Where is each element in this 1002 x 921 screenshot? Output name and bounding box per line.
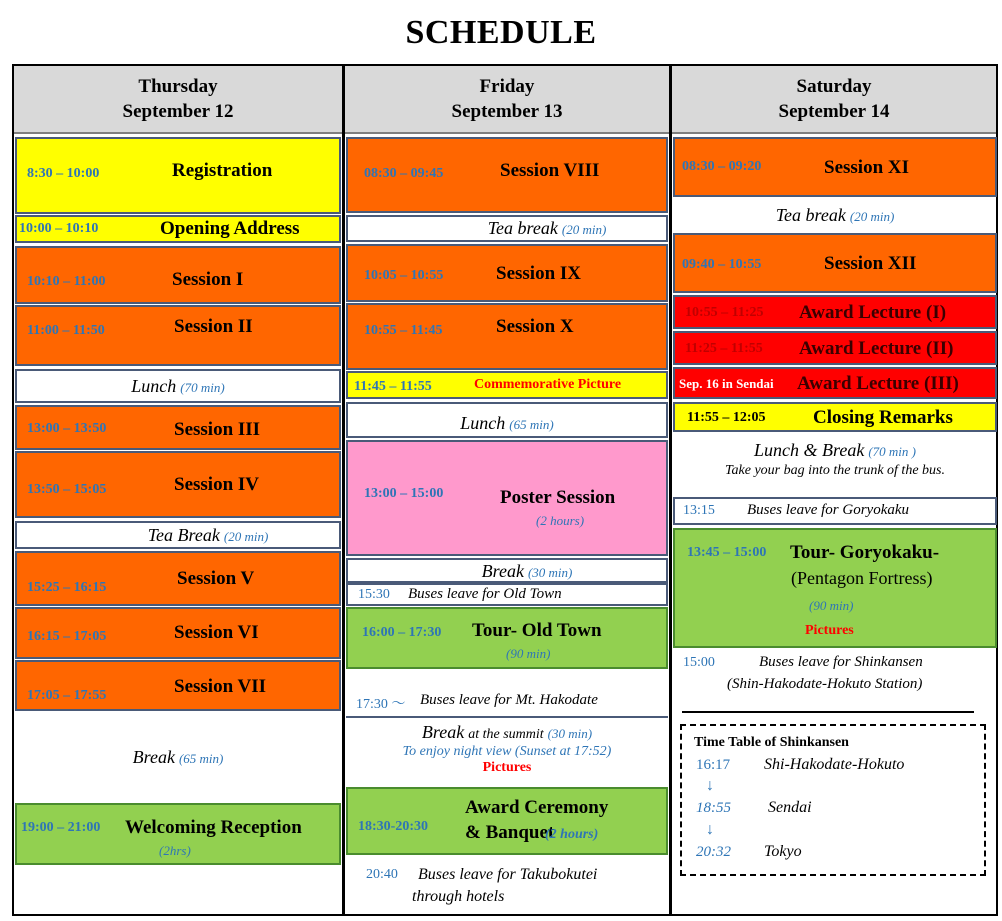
- time: 10:55 – 11:25: [685, 305, 764, 320]
- time: Sep. 16 in Sendai: [679, 376, 774, 391]
- event-name: Opening Address: [160, 218, 300, 239]
- time: 10:10 – 11:00: [27, 274, 106, 289]
- day-date: September 12: [122, 101, 234, 122]
- fri-tea-break: [346, 215, 668, 242]
- time: 09:40 – 10:55: [682, 257, 762, 272]
- time: 16:15 – 17:05: [27, 629, 107, 644]
- duration: (70 min): [180, 380, 225, 395]
- time: 20:40: [366, 867, 398, 882]
- timetable-title: Time Table of Shinkansen: [694, 735, 849, 750]
- event-name: Registration: [172, 160, 273, 181]
- bus-note: (Shin-Hakodate-Hokuto Station): [727, 676, 923, 692]
- time: 16:00 – 17:30: [362, 625, 442, 640]
- stop-time: 18:55: [696, 800, 731, 816]
- day-date: September 14: [778, 101, 890, 122]
- sat-session-12: [673, 233, 997, 293]
- fri-bus-takubokutei: [346, 858, 668, 914]
- time: 18:30-20:30: [358, 819, 428, 834]
- duration: (90 min): [506, 646, 551, 661]
- sat-award-lecture-3: [673, 367, 997, 399]
- event-name: Session II: [174, 316, 253, 337]
- time: 15:25 – 16:15: [27, 580, 107, 595]
- day-name: Friday: [479, 76, 535, 97]
- arrow-down-icon: ↓: [706, 821, 714, 838]
- break-label: Break: [481, 561, 524, 581]
- event-name: Commemorative Picture: [474, 377, 622, 392]
- thu-break: [15, 712, 341, 802]
- arrow-down-icon: ↓: [706, 777, 714, 794]
- bus-note: Buses leave for Takubokutei: [418, 866, 598, 883]
- duration: (90 min): [809, 598, 854, 613]
- duration: (2hrs): [159, 843, 191, 858]
- break-label: Tea Break: [147, 525, 220, 545]
- time: 13:15: [683, 503, 715, 518]
- time: 15:30: [358, 587, 390, 602]
- sat-tea-break: [673, 200, 997, 230]
- fri-session-10: [346, 303, 668, 370]
- break-extra: at the summit: [468, 727, 544, 742]
- column-divider: [342, 66, 345, 916]
- time: 08:30 – 09:20: [682, 159, 762, 174]
- thu-tea-break: [15, 521, 341, 549]
- time: 10:05 – 10:55: [364, 268, 444, 283]
- thu-registration: [15, 137, 341, 214]
- day-name: Thursday: [138, 76, 218, 97]
- bus-note: Buses leave for Goryokaku: [747, 502, 910, 518]
- event-name: Session XI: [824, 157, 909, 178]
- fri-lunch: [346, 402, 668, 438]
- time: 11:45 – 11:55: [354, 379, 432, 394]
- sat-bus-shinkansen: [673, 650, 997, 702]
- sat-bus-goryokaku: [673, 497, 997, 525]
- break-label: Break: [421, 722, 465, 742]
- fri-bus-mt-hakodate: [346, 672, 668, 718]
- break-label: Tea break: [487, 218, 558, 238]
- time: 10:55 – 11:45: [364, 323, 443, 338]
- duration: (70 min ): [868, 444, 916, 459]
- thu-welcoming-reception: [15, 803, 341, 865]
- thu-session-6: [15, 607, 341, 659]
- fri-break-1: [346, 558, 668, 583]
- header-thursday: [14, 66, 342, 134]
- sat-award-lecture-1: [673, 295, 997, 329]
- sat-closing-remarks: [673, 402, 997, 432]
- fri-break-summit: [346, 720, 668, 786]
- thu-session-1: [15, 246, 341, 304]
- time: 13:00 – 15:00: [364, 486, 444, 501]
- event-name: Session VIII: [500, 160, 600, 181]
- event-name: Session VI: [174, 622, 259, 643]
- break-label: Lunch: [460, 413, 506, 433]
- fri-commemorative-picture: [346, 371, 668, 399]
- thu-session-2: [15, 305, 341, 366]
- time: 17:05 – 17:55: [27, 688, 107, 703]
- duration: (20 min): [849, 209, 895, 224]
- duration: (65 min): [178, 751, 224, 766]
- sat-award-lecture-2: [673, 331, 997, 365]
- event-name: Closing Remarks: [813, 407, 953, 428]
- event-name: Poster Session: [500, 487, 616, 508]
- shinkansen-timetable: [680, 724, 986, 876]
- time: 17:30 〜: [356, 697, 406, 712]
- thu-session-4: [15, 451, 341, 518]
- time: 13:00 – 13:50: [27, 421, 107, 436]
- sat-session-11: [673, 137, 997, 197]
- stop-station: Tokyo: [764, 843, 802, 860]
- event-name: Session V: [177, 568, 255, 589]
- time: 11:25 – 11:55: [685, 341, 763, 356]
- event-name: Session I: [172, 269, 244, 290]
- stop-station: Shi-Hakodate-Hokuto: [764, 756, 905, 773]
- duration: (20 min): [223, 529, 269, 544]
- event-name: Award Ceremony: [465, 797, 609, 818]
- bus-note: through hotels: [412, 888, 505, 905]
- day-name: Saturday: [796, 76, 872, 97]
- time: 15:00: [683, 655, 715, 670]
- time: 08:30 – 09:45: [364, 166, 444, 181]
- day-date: September 13: [451, 101, 563, 122]
- break-label: Tea break: [775, 205, 846, 225]
- time: 13:50 – 15:05: [27, 482, 107, 497]
- event-name: & Banquet: [465, 822, 555, 843]
- break-label: Break: [132, 747, 175, 767]
- thu-lunch: [15, 369, 341, 403]
- header-saturday: [672, 66, 996, 134]
- duration: (30 min): [527, 565, 573, 580]
- event-name: Award Lecture (II): [799, 338, 954, 359]
- fri-tour-old-town: [346, 607, 668, 669]
- fri-bus-old-town: [346, 583, 668, 606]
- bus-note: Buses leave for Old Town: [408, 586, 562, 602]
- time: 13:45 – 15:00: [687, 545, 767, 560]
- event-name: Session X: [496, 316, 574, 337]
- thu-session-7: [15, 660, 341, 711]
- fri-session-8: [346, 137, 668, 213]
- thu-session-3: [15, 405, 341, 450]
- time: 11:00 – 11:50: [27, 323, 105, 338]
- event-name: Welcoming Reception: [125, 817, 302, 838]
- event-name: Award Lecture (I): [799, 302, 947, 323]
- time: 8:30 – 10:00: [27, 166, 100, 181]
- thu-session-5: [15, 551, 341, 606]
- pictures-label: Pictures: [805, 623, 854, 638]
- fri-poster-session: [346, 440, 668, 556]
- event-name: Session IV: [174, 474, 259, 495]
- duration: (2 hours): [536, 513, 585, 528]
- event-name: Session III: [174, 419, 261, 440]
- sat-lunch-break: [673, 436, 997, 496]
- column-divider: [669, 66, 672, 916]
- event-name: Tour- Old Town: [472, 620, 602, 641]
- header-friday: [345, 66, 669, 134]
- break-note: To enjoy night view (Sunset at 17:52): [402, 744, 612, 759]
- divider-line: [682, 711, 974, 713]
- schedule-title: SCHEDULE: [405, 14, 597, 51]
- lunch-note: Take your bag into the trunk of the bus.: [725, 463, 945, 478]
- stop-time: 16:17: [696, 757, 731, 773]
- time: 11:55 – 12:05: [687, 410, 766, 425]
- event-name: Session XII: [824, 253, 917, 274]
- break-label: Lunch & Break: [754, 440, 865, 460]
- event-name: Session IX: [496, 263, 581, 284]
- duration: (65 min): [509, 417, 554, 432]
- duration: (30 min): [547, 726, 593, 741]
- bus-note: Buses leave for Mt. Hakodate: [420, 692, 598, 708]
- stop-time: 20:32: [696, 844, 731, 860]
- stop-station: Sendai: [768, 799, 812, 816]
- thu-opening: [15, 215, 341, 243]
- event-subtitle: (Pentagon Fortress): [791, 568, 933, 588]
- fri-session-9: [346, 244, 668, 302]
- event-name: Tour- Goryokaku-: [790, 542, 940, 563]
- time: 10:00 – 10:10: [19, 221, 99, 236]
- duration: (20 min): [561, 222, 607, 237]
- event-name: Session VII: [174, 676, 267, 697]
- break-label: Lunch: [131, 376, 177, 396]
- duration: (2 hours): [545, 827, 599, 842]
- pictures-label: Pictures: [482, 760, 532, 775]
- time: 19:00 – 21:00: [21, 820, 101, 835]
- sat-tour-goryokaku: [673, 528, 997, 648]
- bus-note: Buses leave for Shinkansen: [759, 654, 923, 670]
- event-name: Award Lecture (III): [797, 373, 959, 394]
- fri-award-ceremony-banquet: [346, 787, 668, 855]
